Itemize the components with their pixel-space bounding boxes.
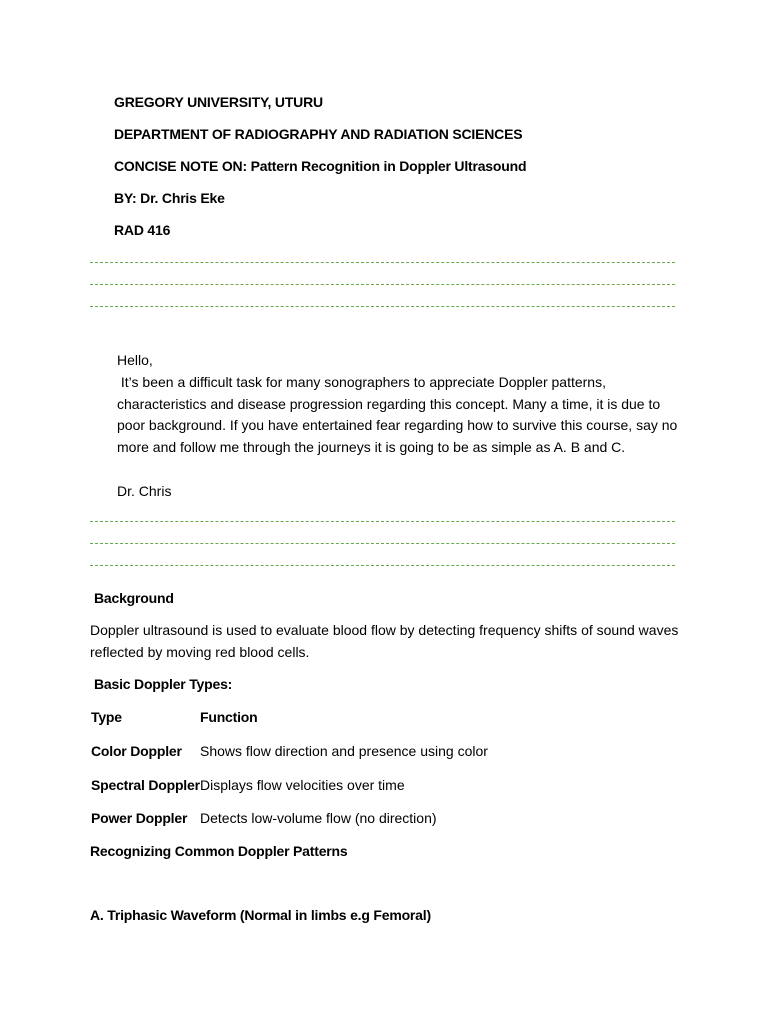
intro-line-3: poor background. If you have entertained fear regarding how to survive this course, say no xyxy=(117,417,678,433)
doppler-types-heading: Basic Doppler Types: xyxy=(94,676,233,692)
greeting: Hello, xyxy=(117,352,153,368)
background-heading: Background xyxy=(94,590,174,606)
department-name: DEPARTMENT OF RADIOGRAPHY AND RADIATION SCIENCES xyxy=(114,126,523,142)
background-line-1: Doppler ultrasound is used to evaluate blood flow by detecting frequency shifts of sound waves xyxy=(90,622,679,638)
divider-line xyxy=(90,262,675,263)
section-a-heading: A. Triphasic Waveform (Normal in limbs e.g Femoral) xyxy=(90,907,431,923)
university-name: GREGORY UNIVERSITY, UTURU xyxy=(114,94,323,110)
table-row-function: Shows flow direction and presence using color xyxy=(200,743,488,759)
table-row-function: Detects low-volume flow (no direction) xyxy=(200,810,437,826)
divider-line xyxy=(90,565,675,566)
intro-line-4: more and follow me through the journeys it is going to be as simple as A. B and C. xyxy=(117,439,626,455)
table-row-type: Color Doppler xyxy=(91,743,182,759)
divider-line xyxy=(90,306,675,307)
patterns-heading: Recognizing Common Doppler Patterns xyxy=(90,843,348,859)
intro-line-1: It’s been a difficult task for many sonographers to appreciate Doppler patterns, xyxy=(117,374,606,390)
intro-line-2: characteristics and disease progression regarding this concept. Many a time, it is due to xyxy=(117,396,661,412)
background-line-2: reflected by moving red blood cells. xyxy=(90,644,310,660)
table-row-type: Power Doppler xyxy=(91,810,188,826)
column-header-type: Type xyxy=(91,709,122,725)
divider-line xyxy=(90,543,675,544)
course-code: RAD 416 xyxy=(114,222,171,238)
divider-line xyxy=(90,521,675,522)
table-row-type: Spectral Doppler xyxy=(91,777,200,793)
column-header-function: Function xyxy=(200,709,258,725)
table-row-function: Displays flow velocities over time xyxy=(200,777,405,793)
signature: Dr. Chris xyxy=(117,483,172,499)
author-line: BY: Dr. Chris Eke xyxy=(114,190,225,206)
divider-line xyxy=(90,284,675,285)
note-title: CONCISE NOTE ON: Pattern Recognition in Doppler Ultrasound xyxy=(114,158,527,174)
